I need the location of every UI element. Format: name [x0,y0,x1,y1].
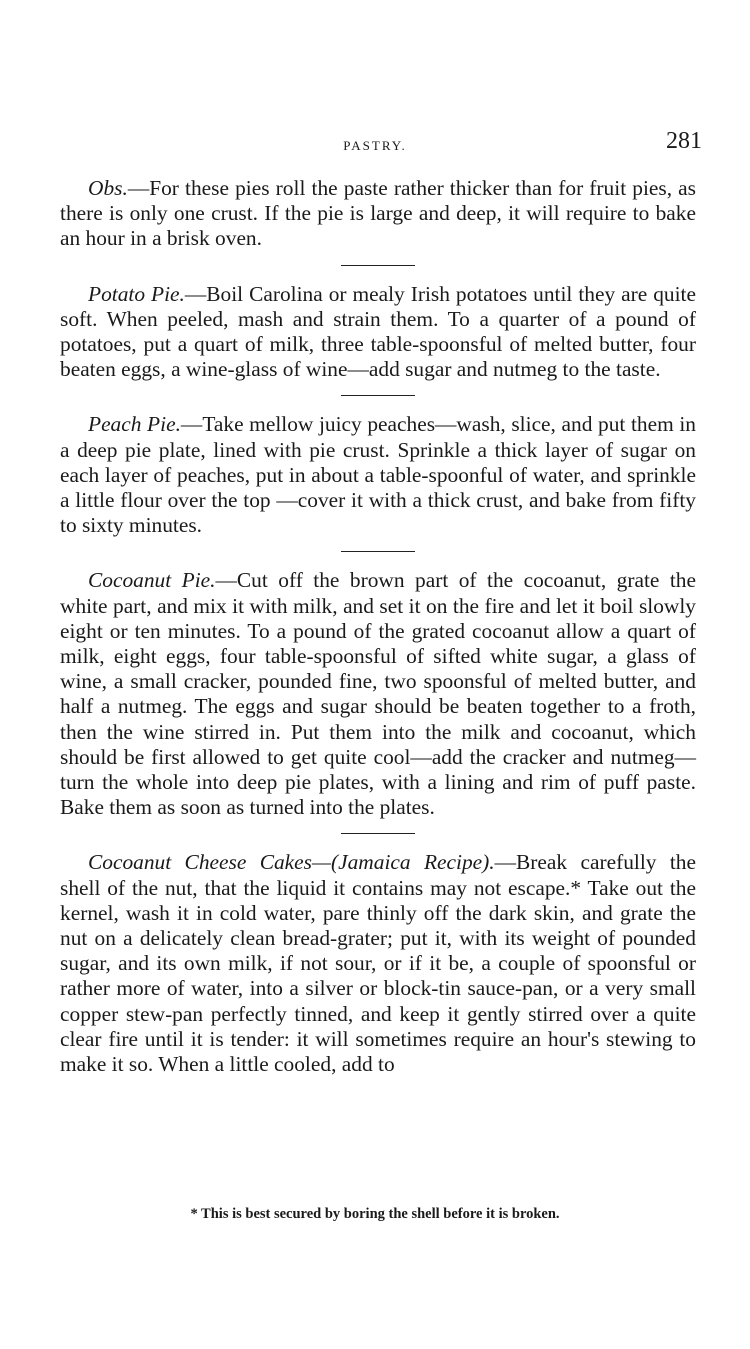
paragraph-cocoanut-pie [60,568,696,820]
paragraph-potato-pie [60,282,696,383]
page-number: 281 [666,128,702,154]
footnote: * This is best secured by boring the shell before it is broken. [190,1206,560,1222]
body-text [60,176,696,1077]
section-divider [341,833,415,834]
section-title: PASTRY. [343,138,407,153]
lead-separator: — [180,412,203,437]
paragraph-text: Cut off the brown part of the cocoanut, grate the white part, and mix it with milk, and set it on the fire and let it boil slowly eight or ten minutes. To a pound of the grated cocoanut allow a quart of milk, eight eggs, four table-spoonsful of sifted white sugar, a glass of wine, a small cracker, pounded fine, two spoonsful of melted butter, and half a nutmeg. The eggs and sugar should be beaten together to a froth, then the wine stirred in. Put them into the milk and cocoanut, which should be first allowed to get quite cool—add the cracker and nutmeg—turn the whole into deep pie plates, with a lining and rim of puff paste. Bake them as soon as turned into the plates. [60,568,696,820]
paragraph-lead: Cocoanut Pie. [88,568,216,593]
lead-separator: — [215,568,237,593]
paragraph-text: Break carefully the shell of the nut, that the liquid it contains may not escape.* Take out the kernel, wash it in cold water, pare thinly off the dark skin, and grate the nut on a delicately clean bread-grater; put it, with its weight of pounded sugar, and its own milk, if not sour, or if it be, a couple of spoonsful or rather more of water, into a silver or block-tin sauce-pan, or a very small copper stew-pan perfectly tinned, and keep it gently stirred over a quite clear fire until it is tender: it will sometimes require an hour's stewing to make it so. When a little cooled, add to [60,850,696,1077]
paragraph-lead: Peach Pie. [88,412,181,437]
section-divider [341,265,415,266]
lead-separator: — [127,176,150,200]
paragraph-cocoanut-cheese-cakes [60,850,696,1077]
paragraph-obs [60,176,696,252]
paragraph-lead: Obs. [88,176,128,200]
section-divider [341,395,415,396]
paragraph-text: Boil Carolina or mealy Irish potatoes until they are quite soft. When peeled, mash and strain them. To a quarter of a pound of potatoes, put a quart of milk, three table-spoonsful of melted butter, four beaten eggs, a wine-glass of wine—add sugar and nutmeg to the taste. [60,281,696,382]
paragraph-lead: Cocoanut Cheese Cakes—(Jamaica Recipe). [88,850,495,875]
paragraph-text: Take mellow juicy peaches—wash, slice, and put them in a deep pie plate, lined with pie crust. Sprinkle a thick layer of sugar on each layer of peaches, put in about a table-spoonful of water, and sprinkle a little flour over the top —cover it with a thick crust, and bake from fifty to sixty minutes. [60,412,696,538]
running-head [0,128,750,162]
section-divider [341,551,415,552]
paragraph-peach-pie [60,412,696,538]
lead-separator: — [184,281,207,306]
lead-separator: — [494,850,517,875]
paragraph-text: For these pies roll the paste rather thicker than for fruit pies, as there is only one crust. If the pie is large and deep, it will require to bake an hour in a brisk oven. [60,176,696,251]
paragraph-lead: Potato Pie. [88,281,185,306]
